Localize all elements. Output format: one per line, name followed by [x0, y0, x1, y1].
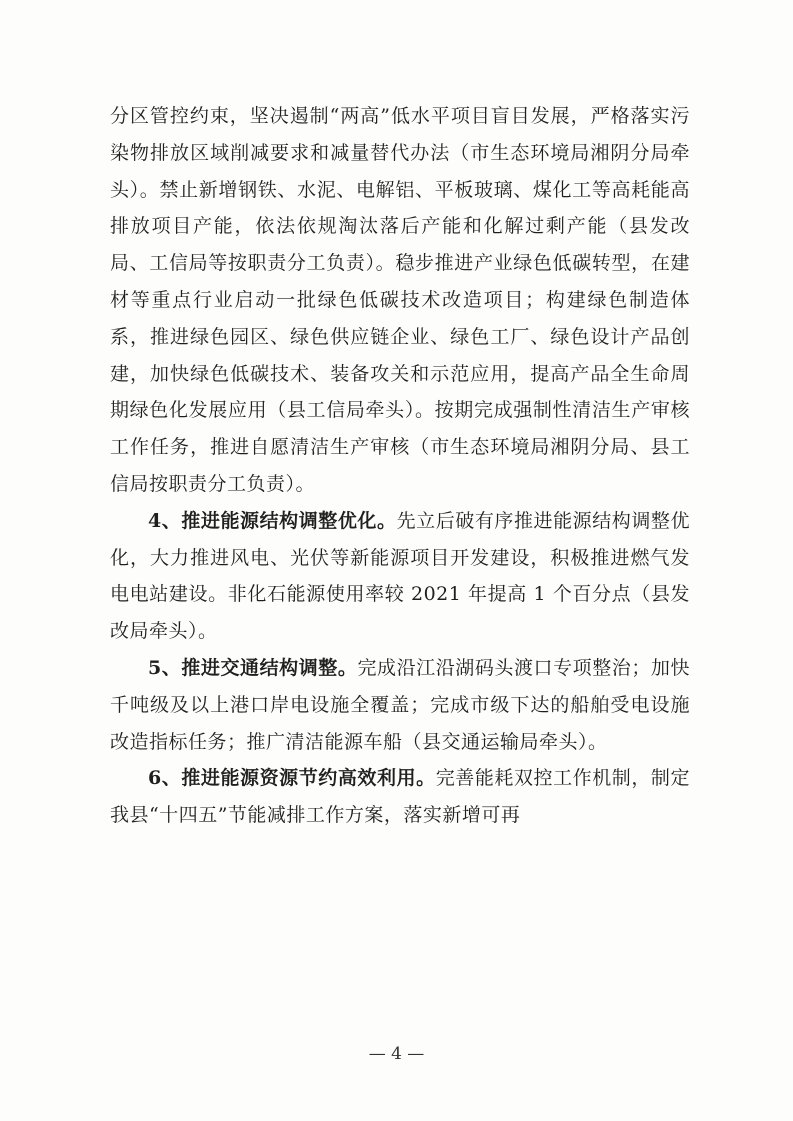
paragraph-text: 完善能耗双控工作机制，制定我县“十四五”节能减排工作方案，落实新增可再: [110, 767, 690, 827]
paragraph-transport-structure: [110, 650, 690, 760]
paragraph-heading: 5、推进交通结构调整。: [148, 656, 358, 679]
paragraph-text: 先立后破有序推进能源结构调整优化，大力推进风电、光伏等新能源项目开发建设，积极推进燃气发电电站建设。非化石能源使用率较 2021 年提高 1 个百分点（县发改局牵头）。: [110, 509, 690, 643]
document-page: [110, 98, 690, 834]
paragraph-energy-structure: [110, 503, 690, 650]
paragraph-continuation: [110, 98, 690, 503]
paragraph-text: 完成沿江沿湖码头渡口专项整治；加快千吨级及以上港口岸电设施全覆盖；完成市级下达的船舶受电设施改造指标任务；推广清洁能源车船（县交通运输局牵头）。: [110, 656, 690, 753]
paragraph-resource-saving: [110, 760, 690, 834]
paragraph-heading: 6、推进能源资源节约高效利用。: [148, 767, 436, 790]
page-number: — 4 —: [368, 1044, 425, 1064]
paragraph-text: 分区管控约束，坚决遏制“两高”低水平项目盲目发展，严格落实污染物排放区域削减要求和减量替代办法（市生态环境局湘阴分局牵头）。禁止新增钢铁、水泥、电解铝、平板玻璃、煤化工等高耗能高排放项目产能，依法依规淘汰落后产能和化解过剩产能（县发改局、工信局等按职责分工负责）。稳步推进产业绿色低碳转型，在建材等重点行业启动一批绿色低碳技术改造项目；构建绿色制造体系，推进绿色园区、绿色供应链企业、绿色工厂、绿色设计产品创建，加快绿色低碳技术、装备攻关和示范应用，提高产品全生命周期绿色化发展应用（县工信局牵头）。按期完成强制性清洁生产审核工作任务，推进自愿清洁生产审核（市生态环境局湘阴分局、县工信局按职责分工负责）。: [110, 105, 690, 495]
paragraph-heading: 4、推进能源结构调整优化。: [148, 509, 397, 532]
